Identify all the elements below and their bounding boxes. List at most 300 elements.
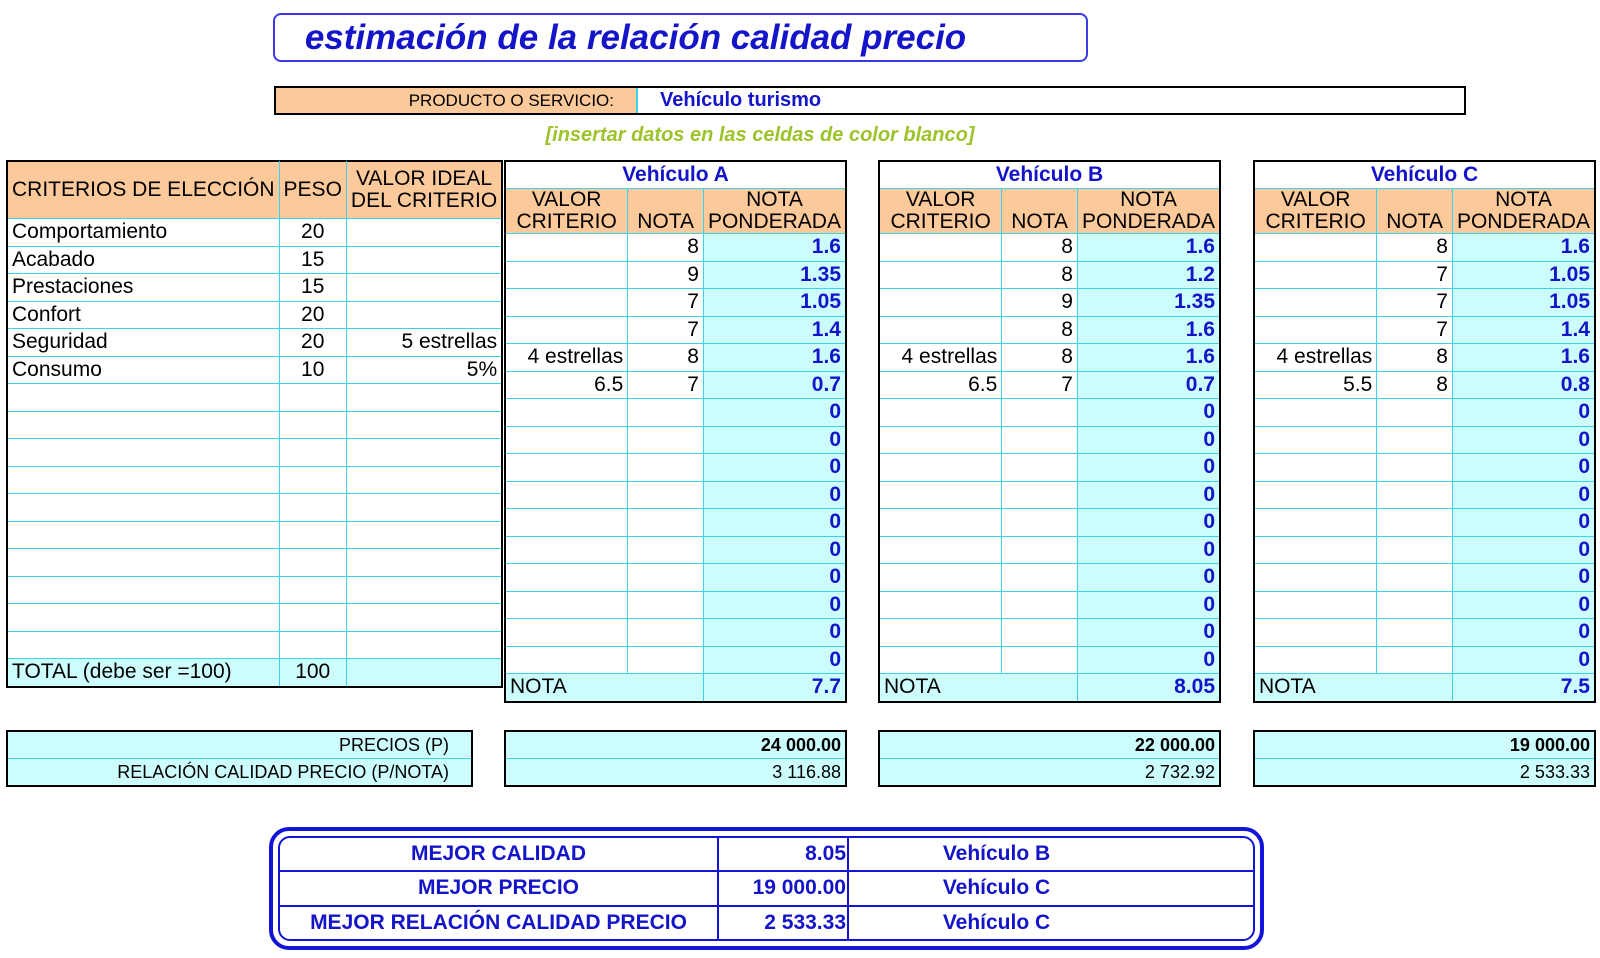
criterion-value[interactable]: [1254, 426, 1377, 454]
weighted-score: 1.6: [1077, 316, 1220, 344]
criterion-score[interactable]: 7: [1002, 371, 1078, 399]
vehicle-price-box: [1253, 730, 1596, 787]
vehicle-table: [1253, 160, 1596, 703]
total-score: 7.7: [703, 674, 846, 702]
criterion-value[interactable]: [879, 454, 1002, 482]
criterion-value[interactable]: [1254, 481, 1377, 509]
vehicle-price-box: [878, 730, 1221, 787]
criterion-name[interactable]: [7, 494, 279, 522]
weighted-score: 0: [703, 399, 846, 427]
criterion-name[interactable]: [7, 549, 279, 577]
criterion-name[interactable]: Acabado: [7, 246, 279, 274]
total-score-label: NOTA: [1254, 674, 1452, 702]
score-header: NOTA: [1002, 189, 1078, 234]
vehicle-row: [879, 591, 1220, 619]
criterion-score[interactable]: [628, 591, 704, 619]
criterion-value[interactable]: [505, 564, 628, 592]
weighted-score: 0: [1077, 619, 1220, 647]
weighted-score: 0: [703, 509, 846, 537]
vehicle-row: [1254, 289, 1595, 317]
vehicle-row: [505, 399, 846, 427]
weighted-score: 1.05: [1452, 261, 1595, 289]
criterion-score[interactable]: 7: [1377, 289, 1453, 317]
best-row: [280, 906, 1253, 939]
criterion-score[interactable]: [628, 454, 704, 482]
best-label: MEJOR PRECIO: [280, 871, 718, 905]
criterion-value[interactable]: [879, 261, 1002, 289]
weighted-score: 0: [1452, 509, 1595, 537]
criterion-value[interactable]: [879, 481, 1002, 509]
weighted-score: 0: [1452, 619, 1595, 647]
criterion-score[interactable]: [628, 426, 704, 454]
criterion-score[interactable]: [628, 399, 704, 427]
criterion-score[interactable]: 8: [1002, 261, 1078, 289]
criterion-name[interactable]: Comportamiento: [7, 219, 279, 247]
product-input[interactable]: Vehículo turismo: [660, 89, 822, 111]
criterion-score[interactable]: [1377, 536, 1453, 564]
vehicle-row: [1254, 509, 1595, 537]
criteria-row: [7, 549, 502, 577]
criterion-value[interactable]: 6.5: [505, 371, 628, 399]
criterion-name[interactable]: [7, 604, 279, 632]
vehicle-row: [879, 399, 1220, 427]
criteria-row: [7, 439, 502, 467]
criterion-value[interactable]: [1254, 509, 1377, 537]
criterion-name[interactable]: [7, 631, 279, 659]
criterion-value[interactable]: [879, 536, 1002, 564]
criterion-score[interactable]: [1377, 481, 1453, 509]
criterion-score[interactable]: [1002, 426, 1078, 454]
best-vehicle: Vehículo B: [848, 838, 1253, 871]
vehicle-row: [1254, 619, 1595, 647]
vehicle-name: Vehículo C: [1254, 161, 1595, 189]
criterion-ideal[interactable]: [346, 604, 502, 632]
vehicle-row: [879, 371, 1220, 399]
weighted-score: 0: [703, 564, 846, 592]
best-value: 19 000.00: [718, 871, 848, 905]
criterion-score[interactable]: 9: [1002, 289, 1078, 317]
criterion-value[interactable]: [1254, 591, 1377, 619]
weighted-score: 0: [703, 536, 846, 564]
vehicle-row: [505, 564, 846, 592]
criterion-score[interactable]: [1377, 591, 1453, 619]
criterion-value[interactable]: [1254, 316, 1377, 344]
vehicle-row: [505, 454, 846, 482]
criterion-ideal[interactable]: 5 estrellas: [346, 329, 502, 357]
criteria-row: [7, 521, 502, 549]
criterion-value[interactable]: [879, 426, 1002, 454]
criterion-score[interactable]: [628, 509, 704, 537]
vehicle-table: [878, 160, 1221, 703]
weighted-score: 1.05: [1452, 289, 1595, 317]
weighted-score: 1.35: [1077, 289, 1220, 317]
vehicle-table: [504, 160, 847, 703]
criterion-weight[interactable]: [279, 439, 346, 467]
criterion-weight[interactable]: [279, 494, 346, 522]
criterion-value[interactable]: [879, 234, 1002, 262]
criterion-value[interactable]: [505, 289, 628, 317]
criteria-row: [7, 384, 502, 412]
vehicle-name: Vehículo B: [879, 161, 1220, 189]
vehicle-row: [1254, 426, 1595, 454]
criterion-ideal[interactable]: [346, 576, 502, 604]
vehicle-row: [505, 536, 846, 564]
criterion-ideal[interactable]: [346, 466, 502, 494]
ratio-label: RELACIÓN CALIDAD PRECIO (P/NOTA): [7, 759, 472, 787]
vehicle-price[interactable]: 24 000.00: [505, 731, 846, 759]
weighted-header: NOTA PONDERADA: [1077, 189, 1220, 234]
weighted-score: 1.4: [703, 316, 846, 344]
total-score: 7.5: [1452, 674, 1595, 702]
weighted-score: 0: [703, 619, 846, 647]
weighted-score: 1.6: [703, 234, 846, 262]
criterion-value[interactable]: [879, 619, 1002, 647]
criterion-name[interactable]: [7, 576, 279, 604]
total-blank: [346, 659, 502, 687]
criterion-ideal[interactable]: [346, 411, 502, 439]
criterion-score[interactable]: 7: [628, 289, 704, 317]
criterion-value[interactable]: [505, 509, 628, 537]
criterion-name[interactable]: [7, 384, 279, 412]
criterion-score[interactable]: [1002, 591, 1078, 619]
weighted-score: 0.8: [1452, 371, 1595, 399]
criteria-row: [7, 301, 502, 329]
vehicle-row: [1254, 261, 1595, 289]
criterion-value[interactable]: 4 estrellas: [1254, 344, 1377, 372]
criterion-ideal[interactable]: [346, 246, 502, 274]
criterion-score[interactable]: 7: [628, 316, 704, 344]
weighted-score: 1.6: [1452, 234, 1595, 262]
criterion-score[interactable]: 8: [1002, 344, 1078, 372]
criterion-score[interactable]: 8: [628, 344, 704, 372]
criterion-value[interactable]: [1254, 619, 1377, 647]
weighted-score: 0: [1452, 481, 1595, 509]
criterion-value[interactable]: [879, 316, 1002, 344]
criterion-ideal[interactable]: [346, 274, 502, 302]
criterion-value[interactable]: [505, 316, 628, 344]
criterion-name[interactable]: Confort: [7, 301, 279, 329]
vehicle-row: [879, 481, 1220, 509]
criterion-value[interactable]: [879, 399, 1002, 427]
criterion-value[interactable]: [1254, 536, 1377, 564]
criterion-ideal[interactable]: [346, 439, 502, 467]
criterion-ideal[interactable]: [346, 384, 502, 412]
criterion-ideal[interactable]: [346, 521, 502, 549]
criterion-value[interactable]: [1254, 399, 1377, 427]
criterion-value[interactable]: [505, 426, 628, 454]
best-value: 8.05: [718, 838, 848, 871]
criterion-score[interactable]: [1002, 454, 1078, 482]
vehicle-row: [1254, 646, 1595, 674]
criterion-score[interactable]: [1377, 646, 1453, 674]
vehicle-ratio: 2 533.33: [1254, 759, 1595, 787]
criterion-score[interactable]: 8: [1377, 234, 1453, 262]
vehicle-row: [1254, 371, 1595, 399]
criterion-value[interactable]: [1254, 564, 1377, 592]
best-vehicle: Vehículo C: [848, 871, 1253, 905]
weighted-score: 0: [1077, 536, 1220, 564]
criterion-score[interactable]: [1377, 454, 1453, 482]
weighted-score: 0: [1077, 564, 1220, 592]
best-summary-box: [269, 827, 1264, 950]
criterion-score[interactable]: [1002, 564, 1078, 592]
product-row: [274, 86, 1466, 115]
prices-label: PRECIOS (P): [7, 731, 472, 759]
criterion-name[interactable]: [7, 439, 279, 467]
criterion-score[interactable]: 8: [1377, 344, 1453, 372]
score-header: NOTA: [628, 189, 704, 234]
vehicle-row: [879, 619, 1220, 647]
vehicle-row: [879, 261, 1220, 289]
vehicle-ratio: 3 116.88: [505, 759, 846, 787]
vehicle-price-box: [504, 730, 847, 787]
weighted-score: 0: [1452, 591, 1595, 619]
weighted-score: 0: [1077, 591, 1220, 619]
criterion-score[interactable]: [1002, 509, 1078, 537]
total-label: TOTAL (debe ser =100): [7, 659, 279, 687]
criterion-score[interactable]: [1377, 619, 1453, 647]
weighted-score: 0: [1077, 454, 1220, 482]
criterion-value[interactable]: [879, 646, 1002, 674]
vehicle-row: [505, 481, 846, 509]
weighted-score: 1.35: [703, 261, 846, 289]
weighted-score: 0: [1077, 481, 1220, 509]
vehicle-row: [1254, 344, 1595, 372]
criterion-name[interactable]: [7, 411, 279, 439]
vehicle-row: [879, 536, 1220, 564]
criterion-weight[interactable]: [279, 604, 346, 632]
criterion-score[interactable]: [1002, 399, 1078, 427]
weighted-score: 1.6: [1077, 234, 1220, 262]
criterion-score[interactable]: [1377, 399, 1453, 427]
criterion-weight[interactable]: 20: [279, 301, 346, 329]
criterion-score[interactable]: 9: [628, 261, 704, 289]
criterion-value[interactable]: [505, 536, 628, 564]
vehicle-row: [879, 564, 1220, 592]
weighted-score: 1.6: [1077, 344, 1220, 372]
criterion-score[interactable]: 7: [1377, 316, 1453, 344]
vehicle-row: [505, 426, 846, 454]
weighted-header: NOTA PONDERADA: [1452, 189, 1595, 234]
criteria-row: [7, 329, 502, 357]
vehicle-ratio: 2 732.92: [879, 759, 1220, 787]
criterion-value[interactable]: [879, 564, 1002, 592]
criterion-value[interactable]: [879, 509, 1002, 537]
criterion-score[interactable]: [628, 564, 704, 592]
weighted-score: 0: [1452, 426, 1595, 454]
weighted-score: 0: [703, 426, 846, 454]
criterion-score[interactable]: [1002, 619, 1078, 647]
vehicle-row: [1254, 316, 1595, 344]
criterion-value[interactable]: [505, 234, 628, 262]
instructions-hint: [insertar datos en las celdas de color blanco]: [545, 124, 975, 146]
vehicle-row: [505, 509, 846, 537]
weighted-score: 0.7: [703, 371, 846, 399]
criterion-value[interactable]: [1254, 646, 1377, 674]
criterion-weight[interactable]: 15: [279, 246, 346, 274]
criterion-value[interactable]: [505, 619, 628, 647]
criteria-row: [7, 466, 502, 494]
page-title: estimación de la relación calidad precio: [304, 17, 967, 57]
criterion-value[interactable]: [505, 261, 628, 289]
weighted-score: 1.05: [703, 289, 846, 317]
vehicle-row: [879, 289, 1220, 317]
criteria-row: [7, 494, 502, 522]
criterion-value[interactable]: [1254, 289, 1377, 317]
criterion-name[interactable]: [7, 466, 279, 494]
criterion-weight[interactable]: [279, 631, 346, 659]
criterion-value[interactable]: [505, 399, 628, 427]
vehicle-row: [879, 234, 1220, 262]
criterion-score[interactable]: [628, 536, 704, 564]
weighted-score: 0.7: [1077, 371, 1220, 399]
criterion-value[interactable]: 6.5: [879, 371, 1002, 399]
vehicle-row: [1254, 454, 1595, 482]
weighted-score: 0: [703, 481, 846, 509]
vehicle-row: [1254, 234, 1595, 262]
criterion-ideal[interactable]: [346, 549, 502, 577]
value-header: VALOR CRITERIO: [1254, 189, 1377, 234]
criterion-score[interactable]: 8: [1002, 234, 1078, 262]
criterion-weight[interactable]: [279, 466, 346, 494]
criterion-score[interactable]: [1377, 564, 1453, 592]
weight-header: PESO: [279, 161, 346, 219]
weighted-score: 0: [1452, 454, 1595, 482]
vehicle-row: [505, 619, 846, 647]
vehicle-row: [879, 344, 1220, 372]
criterion-value[interactable]: [879, 289, 1002, 317]
weighted-score: 0: [703, 591, 846, 619]
criteria-row: [7, 411, 502, 439]
criteria-table: [6, 160, 503, 688]
criterion-weight[interactable]: [279, 521, 346, 549]
weighted-score: 0: [1452, 536, 1595, 564]
criterion-value[interactable]: 4 estrellas: [505, 344, 628, 372]
criterion-weight[interactable]: 15: [279, 274, 346, 302]
criterion-value[interactable]: [505, 481, 628, 509]
criterion-score[interactable]: 7: [1377, 261, 1453, 289]
weighted-score: 0: [1077, 399, 1220, 427]
total-weight: 100: [279, 659, 346, 687]
vehicle-row: [505, 371, 846, 399]
vehicle-row: [1254, 399, 1595, 427]
criterion-name[interactable]: Seguridad: [7, 329, 279, 357]
criterion-ideal[interactable]: [346, 631, 502, 659]
weighted-score: 0: [1452, 646, 1595, 674]
weighted-score: 0: [703, 454, 846, 482]
ideal-value-header: VALOR IDEAL DEL CRITERIO: [346, 161, 502, 219]
best-row: [280, 838, 1253, 871]
criterion-score[interactable]: [1377, 509, 1453, 537]
criteria-row: [7, 604, 502, 632]
criteria-row: [7, 576, 502, 604]
weighted-score: 0: [1077, 646, 1220, 674]
criterion-score[interactable]: 8: [1377, 371, 1453, 399]
criterion-weight[interactable]: 20: [279, 329, 346, 357]
weighted-score: 0: [1077, 509, 1220, 537]
criterion-value[interactable]: 5.5: [1254, 371, 1377, 399]
vehicle-name: Vehículo A: [505, 161, 846, 189]
criterion-weight[interactable]: 10: [279, 356, 346, 384]
weighted-score: 0: [1452, 399, 1595, 427]
criterion-ideal[interactable]: [346, 219, 502, 247]
criteria-row: [7, 219, 502, 247]
criterion-value[interactable]: [1254, 261, 1377, 289]
weighted-header: NOTA PONDERADA: [703, 189, 846, 234]
criterion-score[interactable]: [1002, 481, 1078, 509]
criterion-weight[interactable]: [279, 411, 346, 439]
vehicle-row: [879, 646, 1220, 674]
criterion-weight[interactable]: 20: [279, 219, 346, 247]
vehicle-price[interactable]: 22 000.00: [879, 731, 1220, 759]
vehicle-row: [1254, 481, 1595, 509]
value-header: VALOR CRITERIO: [879, 189, 1002, 234]
criterion-ideal[interactable]: [346, 494, 502, 522]
criterion-name[interactable]: [7, 521, 279, 549]
criterion-value[interactable]: 4 estrellas: [879, 344, 1002, 372]
criterion-score[interactable]: [1002, 646, 1078, 674]
criterion-score[interactable]: 8: [628, 234, 704, 262]
criteria-row: [7, 274, 502, 302]
vehicle-price[interactable]: 19 000.00: [1254, 731, 1595, 759]
vehicle-row: [505, 646, 846, 674]
criterion-score[interactable]: [1002, 536, 1078, 564]
total-score-label: NOTA: [879, 674, 1077, 702]
criterion-name[interactable]: Prestaciones: [7, 274, 279, 302]
criterion-ideal[interactable]: [346, 301, 502, 329]
criteria-row: [7, 356, 502, 384]
criterion-weight[interactable]: [279, 384, 346, 412]
criterion-score[interactable]: [628, 481, 704, 509]
total-score-label: NOTA: [505, 674, 703, 702]
vehicle-row: [1254, 564, 1595, 592]
best-value: 2 533.33: [718, 906, 848, 939]
criterion-score[interactable]: [628, 619, 704, 647]
weighted-score: 0: [1452, 564, 1595, 592]
criterion-weight[interactable]: [279, 549, 346, 577]
criterion-value[interactable]: [1254, 454, 1377, 482]
criterion-name[interactable]: Consumo: [7, 356, 279, 384]
criterion-score[interactable]: [1377, 426, 1453, 454]
total-score: 8.05: [1077, 674, 1220, 702]
best-row: [280, 871, 1253, 905]
score-header: NOTA: [1377, 189, 1453, 234]
criterion-value[interactable]: [879, 591, 1002, 619]
weighted-score: 0: [703, 646, 846, 674]
criterion-ideal[interactable]: 5%: [346, 356, 502, 384]
weighted-score: 1.6: [1452, 344, 1595, 372]
title-banner: [273, 13, 1088, 62]
criterion-value[interactable]: [505, 591, 628, 619]
price-labels-box: [6, 730, 473, 787]
criterion-value[interactable]: [505, 454, 628, 482]
best-label: MEJOR RELACIÓN CALIDAD PRECIO: [280, 906, 718, 939]
criterion-value[interactable]: [505, 646, 628, 674]
value-header: VALOR CRITERIO: [505, 189, 628, 234]
product-label: PRODUCTO O SERVICIO:: [276, 88, 638, 113]
criterion-value[interactable]: [1254, 234, 1377, 262]
criterion-score[interactable]: 8: [1002, 316, 1078, 344]
criteria-row: [7, 631, 502, 659]
criterion-score[interactable]: 7: [628, 371, 704, 399]
vehicle-row: [505, 234, 846, 262]
criterion-weight[interactable]: [279, 576, 346, 604]
best-label: MEJOR CALIDAD: [280, 838, 718, 871]
criterion-score[interactable]: [628, 646, 704, 674]
vehicle-row: [505, 591, 846, 619]
vehicle-row: [505, 344, 846, 372]
vehicle-row: [505, 261, 846, 289]
